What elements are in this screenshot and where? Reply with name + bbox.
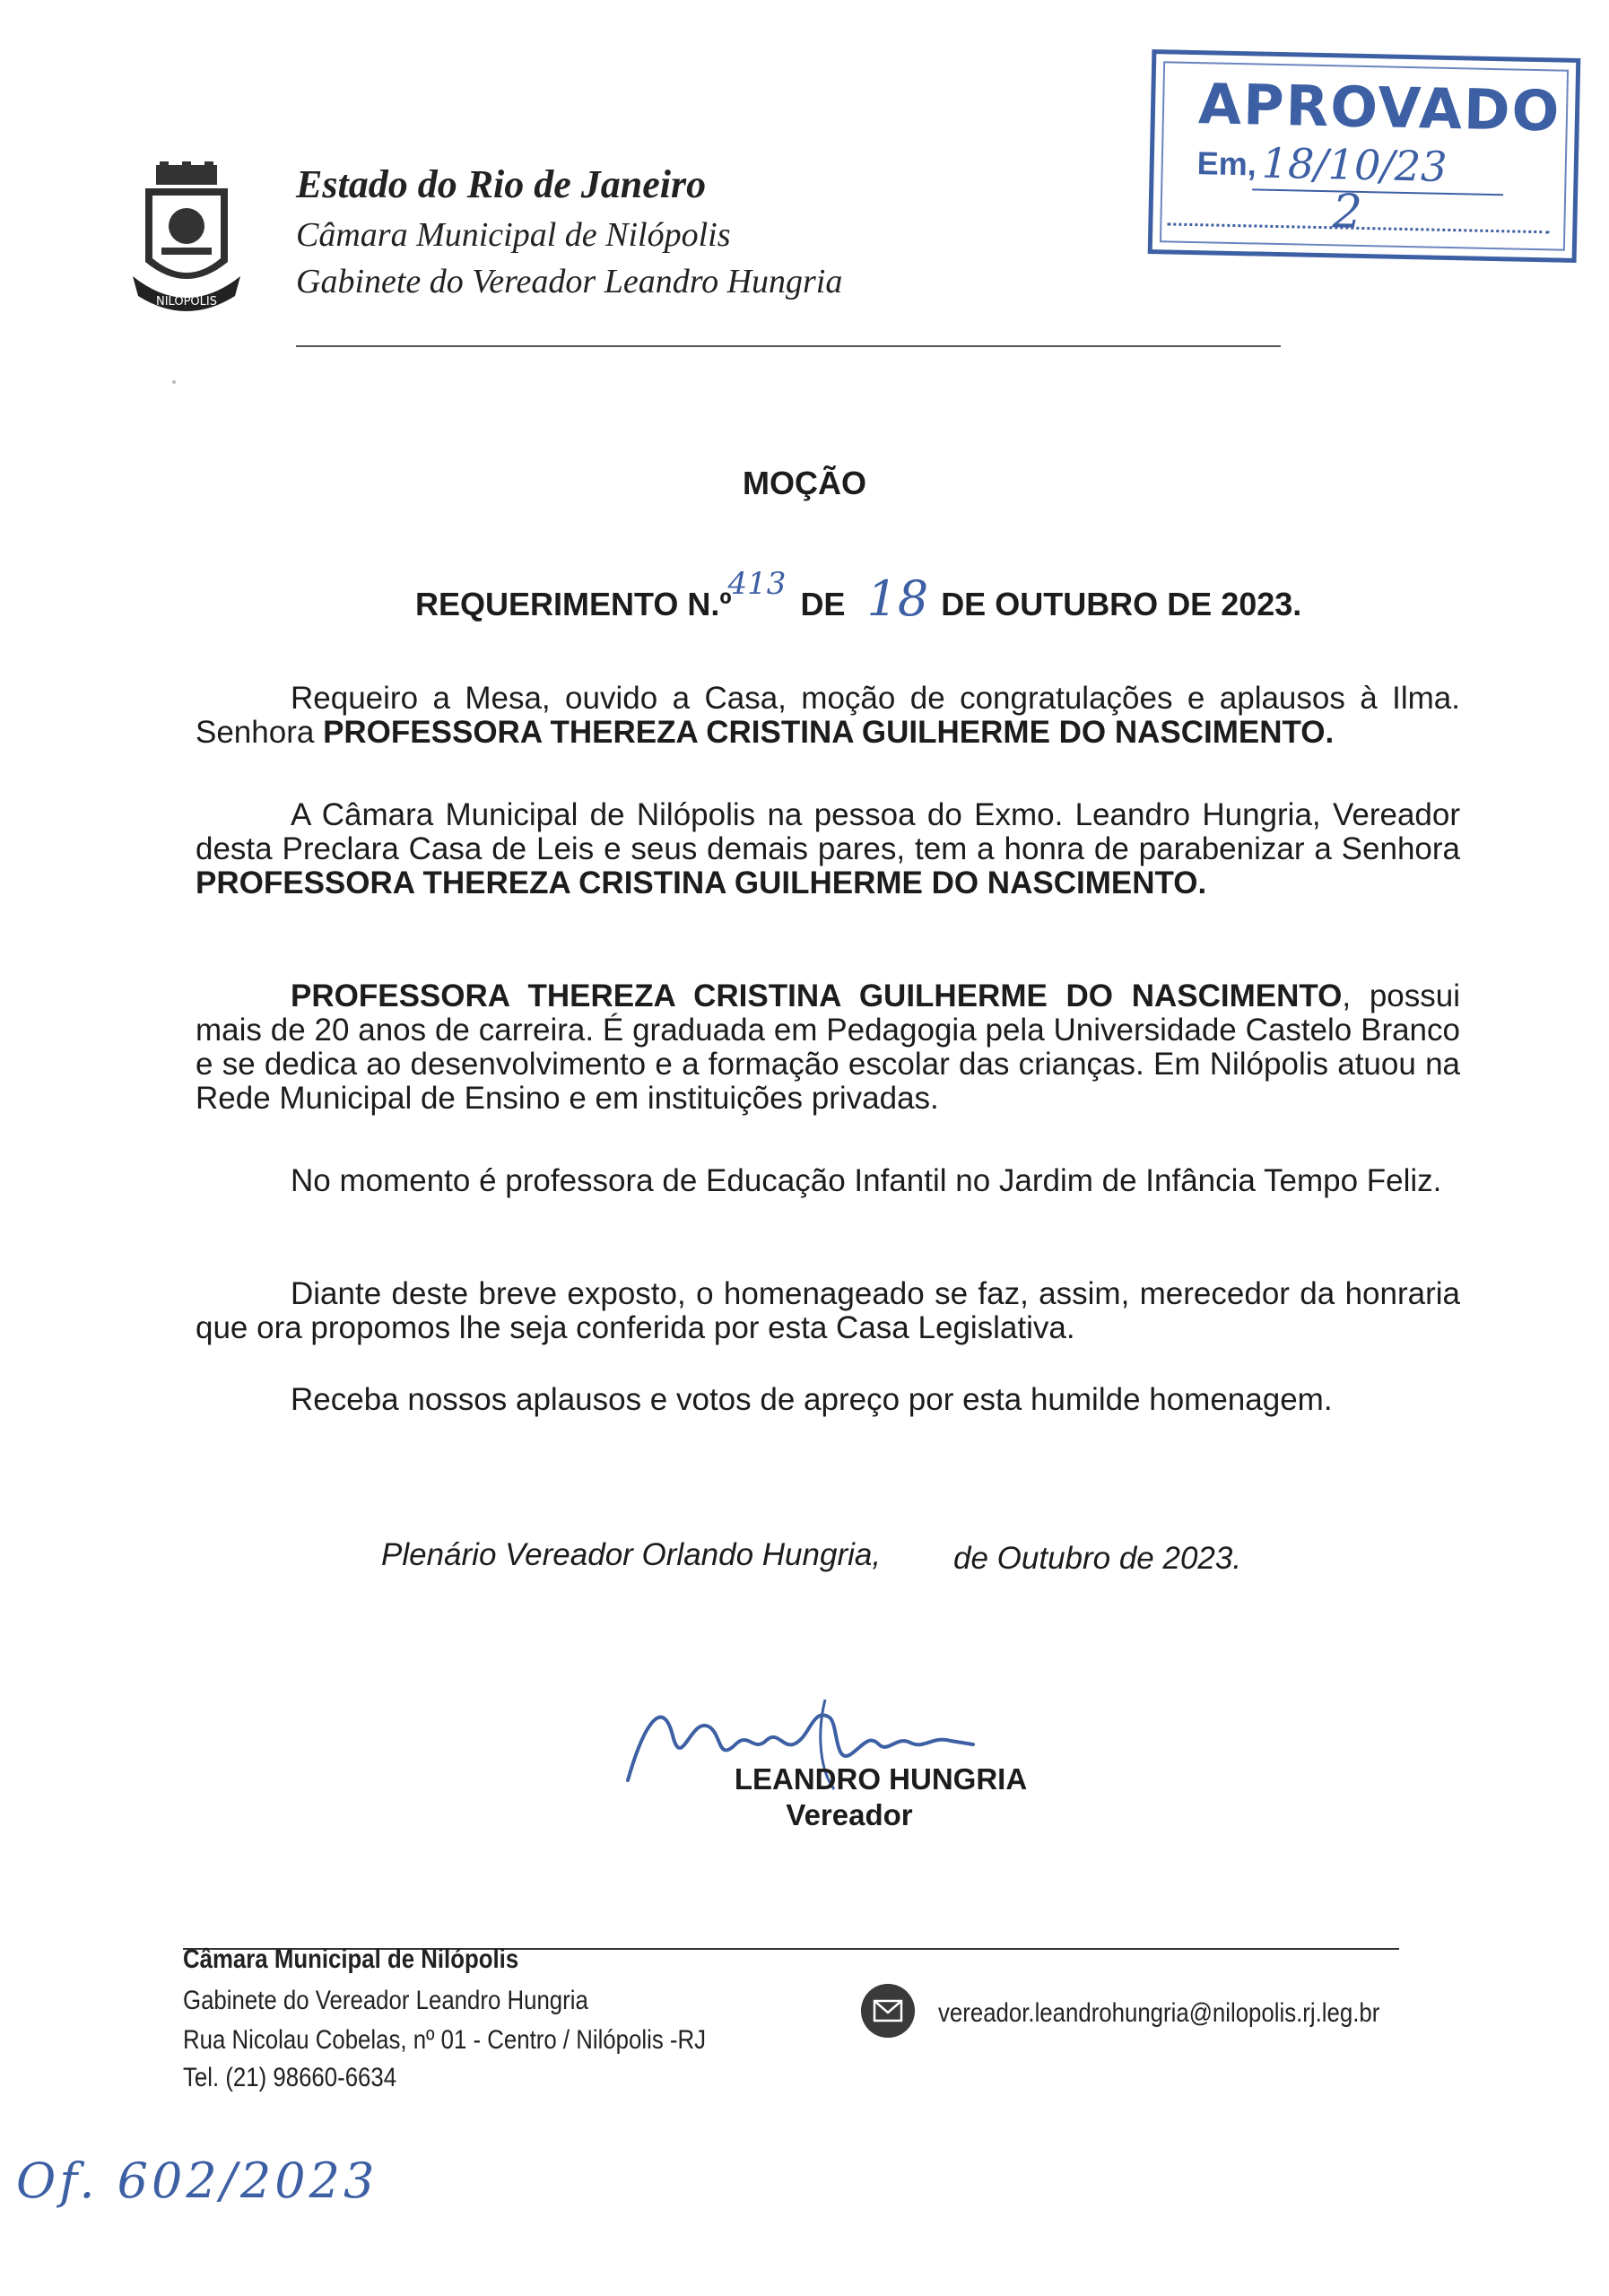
paragraph-merit-text: Diante deste breve exposto, o homenageado se faz, assim, merecedor da honraria que ora propomos lhe seja conferida por esta Casa Legislativa. [196, 1276, 1460, 1345]
paragraph-closing-text: Receba nossos aplausos e votos de apreço por esta humilde homenagem. [291, 1382, 1333, 1417]
stamp-handwritten-date: 18/10/23 [1261, 138, 1448, 191]
letterhead-chamber: Câmara Municipal de Nilópolis [296, 216, 731, 254]
letterhead-state: Estado do Rio de Janeiro [296, 162, 707, 206]
honoree-name: PROFESSORA THEREZA CRISTINA GUILHERME DO NASCIMENTO. [196, 865, 1207, 900]
paragraph-current-role-text: No momento é professora de Educação Infantil no Jardim de Infância Tempo Feliz. [291, 1163, 1442, 1198]
request-suffix: DE OUTUBRO DE 2023. [941, 586, 1302, 622]
signatory-role: Vereador [786, 1798, 913, 1831]
request-prefix: REQUERIMENTO N.º [415, 586, 732, 622]
letterhead-divider [296, 345, 1281, 347]
signatory-name: LEANDRO HUNGRIA [734, 1762, 1028, 1796]
paragraph-chamber-text: A Câmara Municipal de Nilópolis na pessoa do Exmo. Leandro Hungria, Vereador desta Preclara Casa de Leis e seus demais pares, tem a honra de parabenizar a Senhora [196, 797, 1460, 866]
request-day-handwritten: 18 [866, 570, 929, 627]
svg-text:NILÓPOLIS: NILÓPOLIS [156, 295, 217, 309]
coat-of-arms-logo [126, 161, 248, 319]
paragraph-biography [196, 979, 1460, 1116]
request-line [415, 566, 1302, 627]
plenary-date: de Outubro de 2023. [953, 1541, 1242, 1576]
stamp-handwritten-number: 2 [1332, 185, 1363, 239]
letterhead-office: Gabinete do Vereador Leandro Hungria [296, 263, 843, 300]
request-number-handwritten: 413 [727, 566, 787, 602]
plenary-location: Plenário Vereador Orlando Hungria, [381, 1537, 882, 1572]
paragraph-biography-text: , possui mais de 20 anos de carreira. É graduada em Pedagogia pela Universidade Castelo Branco e se dedica ao desenvolvimento e a formação escolar das crianças. Em Nilópolis atuou na Rede Municipal de Ensino e em instituições privadas. [196, 978, 1460, 1116]
honoree-name: PROFESSORA THEREZA CRISTINA GUILHERME DO NASCIMENTO. [323, 715, 1335, 750]
footer-address: Rua Nicolau Cobelas, nº 01 - Centro / Nilópolis -RJ [183, 2025, 707, 2055]
document-title: MOÇÃO [743, 465, 866, 501]
paragraph-current-role [196, 1164, 1460, 1198]
paragraph-merit [196, 1277, 1460, 1345]
paragraph-chamber [196, 798, 1460, 900]
paragraph-request-text: Requeiro a Mesa, ouvido a Casa, moção de congratulações e aplausos à Ilma. Senhora [196, 681, 1460, 750]
request-de: DE [800, 586, 846, 622]
envelope-icon [861, 1984, 915, 2038]
footer-office: Gabinete do Vereador Leandro Hungria [183, 1986, 588, 2015]
stamp-title: APROVADO [1197, 71, 1561, 144]
handwritten-office-number: Of. 602/2023 [16, 2152, 378, 2209]
footer-organization: Câmara Municipal de Nilópolis [183, 1944, 519, 1974]
paragraph-closing [196, 1383, 1460, 1417]
stamp-date-label: Em, [1196, 144, 1257, 183]
approval-stamp [1148, 49, 1581, 263]
paragraph-request [196, 682, 1460, 750]
footer-email[interactable]: vereador.leandrohungria@nilopolis.rj.leg.br [938, 1998, 1380, 2028]
footer-phone: Tel. (21) 98660-6634 [183, 2063, 397, 2092]
scan-speck [172, 380, 176, 384]
honoree-name: PROFESSORA THEREZA CRISTINA GUILHERME DO NASCIMENTO [291, 978, 1343, 1013]
